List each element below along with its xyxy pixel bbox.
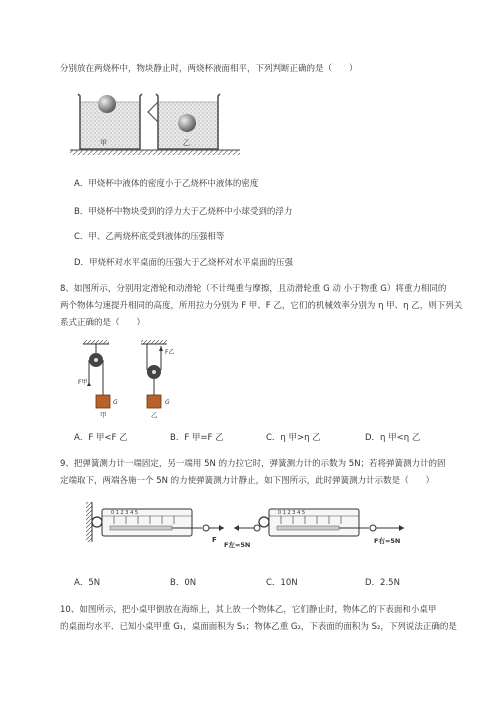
q8-option-c: C．η 甲>η 乙 [266,433,321,443]
q8-stem-line-3: 系式正确的是（ ） [60,318,146,328]
q8-f-left: F甲 [78,379,88,386]
q9-f-right: F右=5N [374,537,401,545]
q8-stem-line-2: 两个物体匀速提升相同的高度，所用拉力分别为 F 甲、F 乙，它们的机械效率分别为 η 甲、η 乙，则下列关 [60,301,463,311]
q7-beakers-figure [70,88,240,160]
q8-name-left: 甲 [100,411,107,419]
q8-f-right: F乙 [165,349,175,356]
q10-stem-line-2: 的桌面均水平．已知小桌甲重 G₁，桌面面积为 S₁；物体乙重 G₂，下表面的面积为 S₂，下列说法正确的是 [60,622,457,632]
fixed-pulley [83,340,110,408]
q8-g-left: G [113,399,118,406]
q7-option-a: A．甲烧杯中液体的密度小于乙烧杯中液体的密度 [74,179,259,189]
movable-pulley [141,340,167,408]
q9-stem-line-2: 定端取下，两端各施一个 5N 的力使弹簧测力计静止，如下图所示，此时弹簧测力计示数是（ ） [60,476,435,486]
q9-scale2-digits: 0 1 2 3 4 5 [278,510,306,516]
q8-option-d: D．η 甲<η 乙 [365,433,421,443]
table-surface [70,150,240,155]
object-in-left-beaker [98,95,116,113]
q8-stem-line-1: 8、如图所示，分别用定滑轮和动滑轮（不计绳重与摩擦，且动滑轮重 G 动 小于物重 G）将重力相同的 [60,284,447,294]
q7-option-d: D．甲烧杯对水平桌面的压强大于乙烧杯对水平桌面的压强 [74,258,294,268]
q7-fig-right-label: 乙 [183,139,190,147]
wall [86,502,92,542]
q9-option-a: A．5N [74,578,101,588]
q8-pulleys-figure [75,340,195,420]
q7-stem-tail: 分别放在两烧杯中，物块静止时，两烧杯液面相平，下列判断正确的是（ ） [60,64,358,74]
q8-option-b: B．F 甲=F 乙 [170,433,224,443]
q9-f-left: F左=5N [224,541,251,549]
q9-option-c: C．10N [266,578,298,588]
q8-option-a: A．F 甲<F 乙 [74,433,128,443]
q9-spring-scales-figure [86,500,416,550]
weight-block-right [147,395,161,408]
q7-option-b: B．甲烧杯中物块受到的浮力大于乙烧杯中小球受到的浮力 [74,207,293,217]
q9-stem-line-1: 9、把弹簧测力计一端固定，另一端用 5N 的力拉它时，弹簧测力计的示数为 5N；若将弹簧测力计的固 [60,459,446,469]
q9-option-d: D．2.5N [365,578,400,588]
q7-fig-left-label: 甲 [100,139,107,147]
q8-g-right: G [165,399,170,406]
weight-block-left [96,395,110,408]
q8-name-right: 乙 [151,411,158,419]
q9-scale1-digits: 0 1 2 3 4 5 [111,510,139,516]
q9-option-b: B．0N [170,578,197,588]
q9-f-single: F [212,536,217,544]
beaker-left [78,94,142,149]
spring-scale-free [234,509,404,536]
q7-option-c: C．甲、乙两烧杯底受到液体的压强相等 [74,232,225,242]
q10-stem-line-1: 10、如图所示，把小桌甲倒放在海绵上，其上放一个物体乙，它们静止时，物体乙的下表面和小桌甲 [60,605,437,615]
ball-in-right-beaker [178,114,196,132]
